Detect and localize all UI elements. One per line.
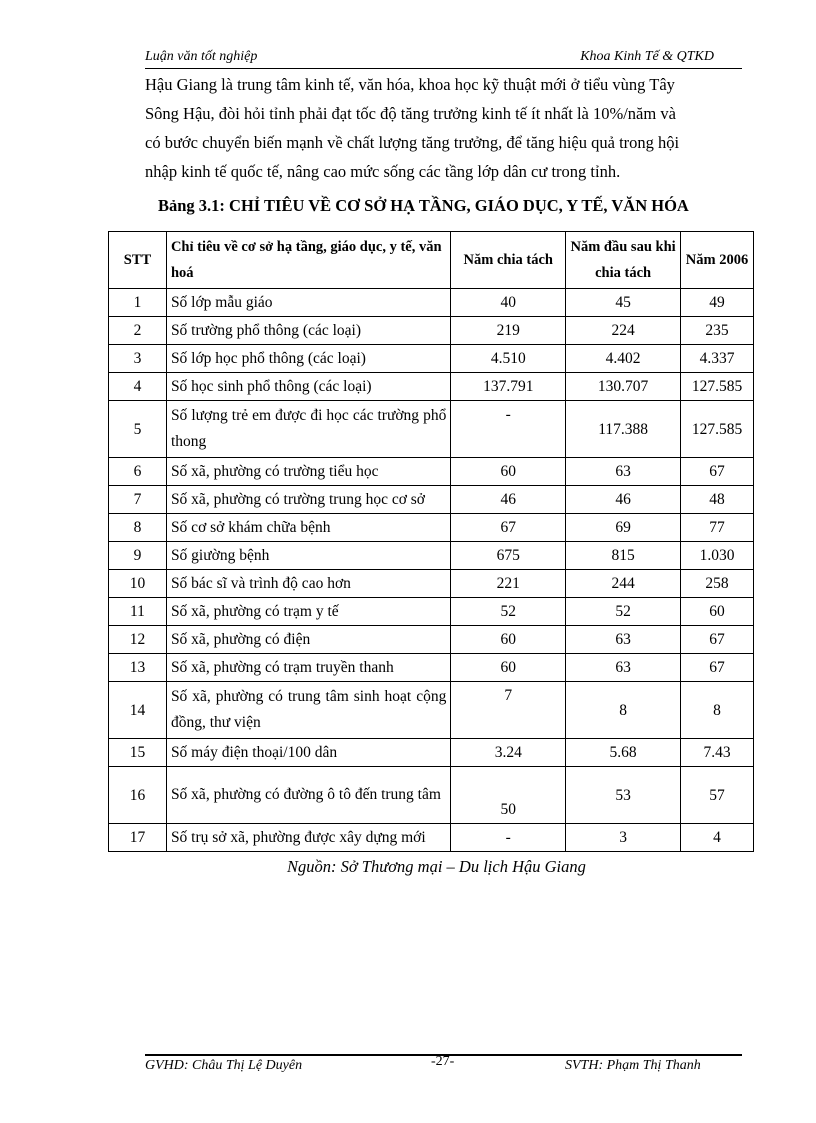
header-stt: STT <box>109 232 167 289</box>
header-faculty-label: Khoa Kinh Tế & QTKD <box>580 49 714 64</box>
table-row <box>109 654 754 682</box>
cell-year-split: 67 <box>451 514 566 542</box>
table-title: Bảng 3.1: CHỈ TIÊU VỀ CƠ SỞ HẠ TẦNG, GIÁO DỤC, Y TẾ, VĂN HÓA <box>158 196 689 215</box>
cell-year-split: 52 <box>451 598 566 626</box>
cell-indicator: Số giường bệnh <box>166 542 450 570</box>
page-number: -27- <box>431 1054 455 1069</box>
cell-year-after: 69 <box>566 514 681 542</box>
cell-stt: 5 <box>109 401 167 458</box>
cell-year-2006: 67 <box>681 654 754 682</box>
cell-year-after: 117.388 <box>566 401 681 458</box>
cell-stt: 14 <box>109 682 167 739</box>
cell-year-after: 3 <box>566 824 681 852</box>
table-row <box>109 458 754 486</box>
cell-year-split: 50 <box>451 767 566 824</box>
cell-indicator: Số lớp mẫu giáo <box>166 289 450 317</box>
cell-year-2006: 48 <box>681 486 754 514</box>
cell-indicator: Số xã, phường có trường tiểu học <box>166 458 450 486</box>
cell-year-after: 46 <box>566 486 681 514</box>
table-row <box>109 739 754 767</box>
cell-indicator: Số học sinh phổ thông (các loại) <box>166 373 450 401</box>
cell-year-2006: 1.030 <box>681 542 754 570</box>
cell-year-2006: 77 <box>681 514 754 542</box>
table-row <box>109 626 754 654</box>
cell-year-after: 45 <box>566 289 681 317</box>
cell-year-split: 60 <box>451 654 566 682</box>
cell-indicator: Số trường phổ thông (các loại) <box>166 317 450 345</box>
cell-indicator: Số xã, phường có điện <box>166 626 450 654</box>
table-source-note: Nguồn: Sở Thương mại – Du lịch Hậu Giang <box>287 857 586 876</box>
cell-year-2006: 127.585 <box>681 401 754 458</box>
table-row <box>109 317 754 345</box>
cell-year-split: - <box>451 824 566 852</box>
cell-indicator: Số xã, phường có trạm y tế <box>166 598 450 626</box>
cell-year-split: 60 <box>451 626 566 654</box>
cell-year-2006: 67 <box>681 626 754 654</box>
cell-year-after: 63 <box>566 626 681 654</box>
cell-year-2006: 57 <box>681 767 754 824</box>
cell-year-after: 130.707 <box>566 373 681 401</box>
cell-indicator: Số trụ sở xã, phường được xây dựng mới <box>166 824 450 852</box>
table-row <box>109 570 754 598</box>
cell-indicator: Số lượng trẻ em được đi học các trường phổ thong <box>166 401 450 458</box>
cell-stt: 6 <box>109 458 167 486</box>
paragraph-line: có bước chuyển biến mạnh về chất lượng tăng trưởng, để tăng hiệu quả trong hội <box>145 133 680 152</box>
cell-year-2006: 258 <box>681 570 754 598</box>
cell-indicator: Số xã, phường có trung tâm sinh hoạt cộng đồng, thư viện <box>166 682 450 739</box>
cell-year-2006: 60 <box>681 598 754 626</box>
cell-year-2006: 8 <box>681 682 754 739</box>
header-indicator: Chỉ tiêu về cơ sở hạ tầng, giáo dục, y tế, văn hoá <box>166 232 450 289</box>
cell-indicator: Số bác sĩ và trình độ cao hơn <box>166 570 450 598</box>
cell-stt: 12 <box>109 626 167 654</box>
cell-year-split: 3.24 <box>451 739 566 767</box>
table-row <box>109 345 754 373</box>
cell-year-2006: 7.43 <box>681 739 754 767</box>
body-paragraph <box>145 70 745 186</box>
header-year-after: Năm đầu sau khi chia tách <box>566 232 681 289</box>
cell-stt: 4 <box>109 373 167 401</box>
cell-stt: 15 <box>109 739 167 767</box>
paragraph-line: nhập kinh tế quốc tế, nâng cao mức sống các tầng lớp dân cư trong tỉnh. <box>145 162 621 181</box>
cell-year-split: 7 <box>451 682 566 739</box>
cell-year-2006: 4 <box>681 824 754 852</box>
cell-indicator: Số máy điện thoại/100 dân <box>166 739 450 767</box>
cell-indicator: Số lớp học phổ thông (các loại) <box>166 345 450 373</box>
cell-year-after: 5.68 <box>566 739 681 767</box>
cell-year-after: 244 <box>566 570 681 598</box>
header-thesis-label: Luận văn tốt nghiệp <box>145 49 258 64</box>
cell-stt: 11 <box>109 598 167 626</box>
table-row <box>109 514 754 542</box>
cell-year-after: 224 <box>566 317 681 345</box>
paragraph-line: Hậu Giang là trung tâm kinh tế, văn hóa, khoa học kỹ thuật mới ở tiểu vùng Tây <box>145 75 675 94</box>
cell-year-split: 60 <box>451 458 566 486</box>
table-row <box>109 824 754 852</box>
cell-year-2006: 235 <box>681 317 754 345</box>
indicator-table <box>108 231 754 852</box>
cell-year-after: 52 <box>566 598 681 626</box>
cell-year-split: - <box>451 401 566 458</box>
cell-stt: 10 <box>109 570 167 598</box>
cell-indicator: Số xã, phường có trạm truyền thanh <box>166 654 450 682</box>
table-header-row <box>109 232 754 289</box>
cell-stt: 13 <box>109 654 167 682</box>
cell-year-after: 815 <box>566 542 681 570</box>
footer-advisor: GVHD: Châu Thị Lệ Duyên <box>145 1058 303 1073</box>
table-row <box>109 598 754 626</box>
cell-year-after: 8 <box>566 682 681 739</box>
cell-stt: 7 <box>109 486 167 514</box>
cell-stt: 9 <box>109 542 167 570</box>
page-footer <box>145 1054 742 1078</box>
cell-year-2006: 4.337 <box>681 345 754 373</box>
cell-indicator: Số xã, phường có trường trung học cơ sở <box>166 486 450 514</box>
cell-year-split: 137.791 <box>451 373 566 401</box>
cell-stt: 3 <box>109 345 167 373</box>
cell-indicator: Số xã, phường có đường ô tô đến trung tâm <box>166 767 450 824</box>
cell-year-after: 4.402 <box>566 345 681 373</box>
cell-year-split: 221 <box>451 570 566 598</box>
table-row <box>109 542 754 570</box>
table-row <box>109 682 754 739</box>
footer-student: SVTH: Phạm Thị Thanh <box>565 1058 701 1073</box>
cell-year-split: 40 <box>451 289 566 317</box>
table-row <box>109 767 754 824</box>
cell-year-2006: 49 <box>681 289 754 317</box>
table-row <box>109 373 754 401</box>
cell-year-split: 4.510 <box>451 345 566 373</box>
cell-stt: 1 <box>109 289 167 317</box>
cell-year-after: 63 <box>566 458 681 486</box>
header-year-2006: Năm 2006 <box>681 232 754 289</box>
cell-year-split: 219 <box>451 317 566 345</box>
page-header <box>145 48 742 69</box>
cell-indicator: Số cơ sở khám chữa bệnh <box>166 514 450 542</box>
cell-year-split: 46 <box>451 486 566 514</box>
cell-stt: 2 <box>109 317 167 345</box>
cell-year-2006: 127.585 <box>681 373 754 401</box>
cell-stt: 8 <box>109 514 167 542</box>
cell-year-after: 53 <box>566 767 681 824</box>
cell-stt: 16 <box>109 767 167 824</box>
table-row <box>109 401 754 458</box>
header-year-split: Năm chia tách <box>451 232 566 289</box>
cell-year-split: 675 <box>451 542 566 570</box>
table-row <box>109 486 754 514</box>
table-row <box>109 289 754 317</box>
paragraph-line: Sông Hậu, đòi hỏi tỉnh phải đạt tốc độ tăng trưởng kinh tế ít nhất là 10%/năm và <box>145 104 676 123</box>
cell-year-after: 63 <box>566 654 681 682</box>
cell-year-2006: 67 <box>681 458 754 486</box>
cell-stt: 17 <box>109 824 167 852</box>
